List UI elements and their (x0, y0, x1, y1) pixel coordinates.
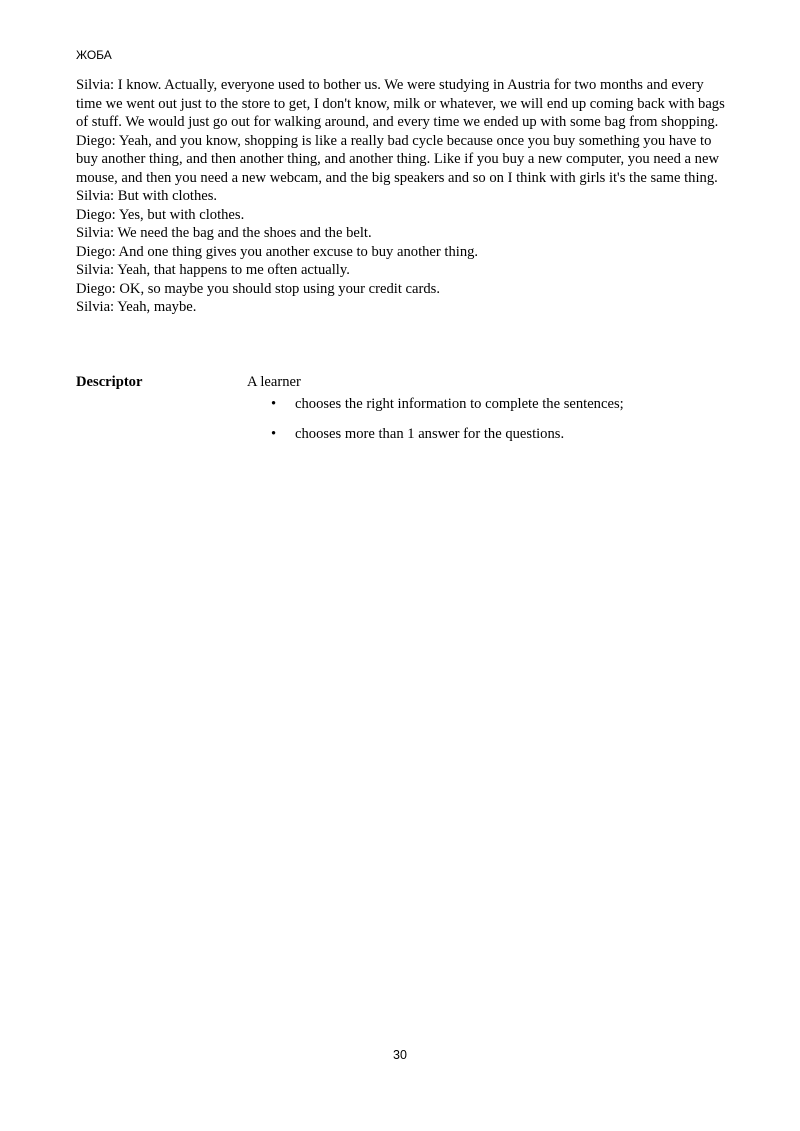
dialogue-line: Silvia: But with clothes. (76, 188, 218, 204)
bullet-icon: • (271, 425, 277, 442)
descriptor-item-text: chooses more than 1 answer for the questions. (295, 425, 565, 442)
dialogue-line: Silvia: We need the bag and the shoes and the belt. (76, 225, 372, 241)
dialogue-line: Silvia: Yeah, maybe. (76, 299, 197, 315)
descriptor-title: Descriptor (76, 374, 143, 390)
dialogue-line: Silvia: Yeah, that happens to me often actually. (76, 262, 350, 278)
dialogue-line: Diego: Yeah, and you know, shopping is like a really bad cycle because once you buy something you have to buy another thing, and then another thing, and another thing. Like if you buy a new computer, you need a new mouse, and then you need a new webcam, and the big speakers and so on I think with girls it's the same thing. (76, 132, 719, 186)
page-number: 30 (393, 1048, 407, 1062)
dialogue-line: Diego: And one thing gives you another excuse to buy another thing. (76, 243, 479, 260)
descriptor-item-text: chooses the right information to complete the sentences; (295, 396, 624, 412)
descriptor-intro: A learner (247, 374, 301, 390)
dialogue-line: Diego: Yes, but with clothes. (76, 206, 245, 223)
dialogue-line: Silvia: I know. Actually, everyone used to bother us. We were studying in Austria for two months and every time we went out just to the store to get, I don't know, milk or whatever, we will end up coming back with bags of stuff. We would just go out for walking around, and every time we ended up with some bag from shopping. (76, 77, 725, 130)
dialogue-transcript (76, 76, 726, 317)
descriptor-item (271, 395, 731, 414)
header-label: ЖОБА (76, 48, 112, 62)
dialogue-line: Diego: OK, so maybe you should stop using your credit cards. (76, 280, 440, 297)
descriptor-list (271, 395, 731, 454)
bullet-icon: • (271, 396, 277, 412)
descriptor-item (271, 425, 731, 444)
